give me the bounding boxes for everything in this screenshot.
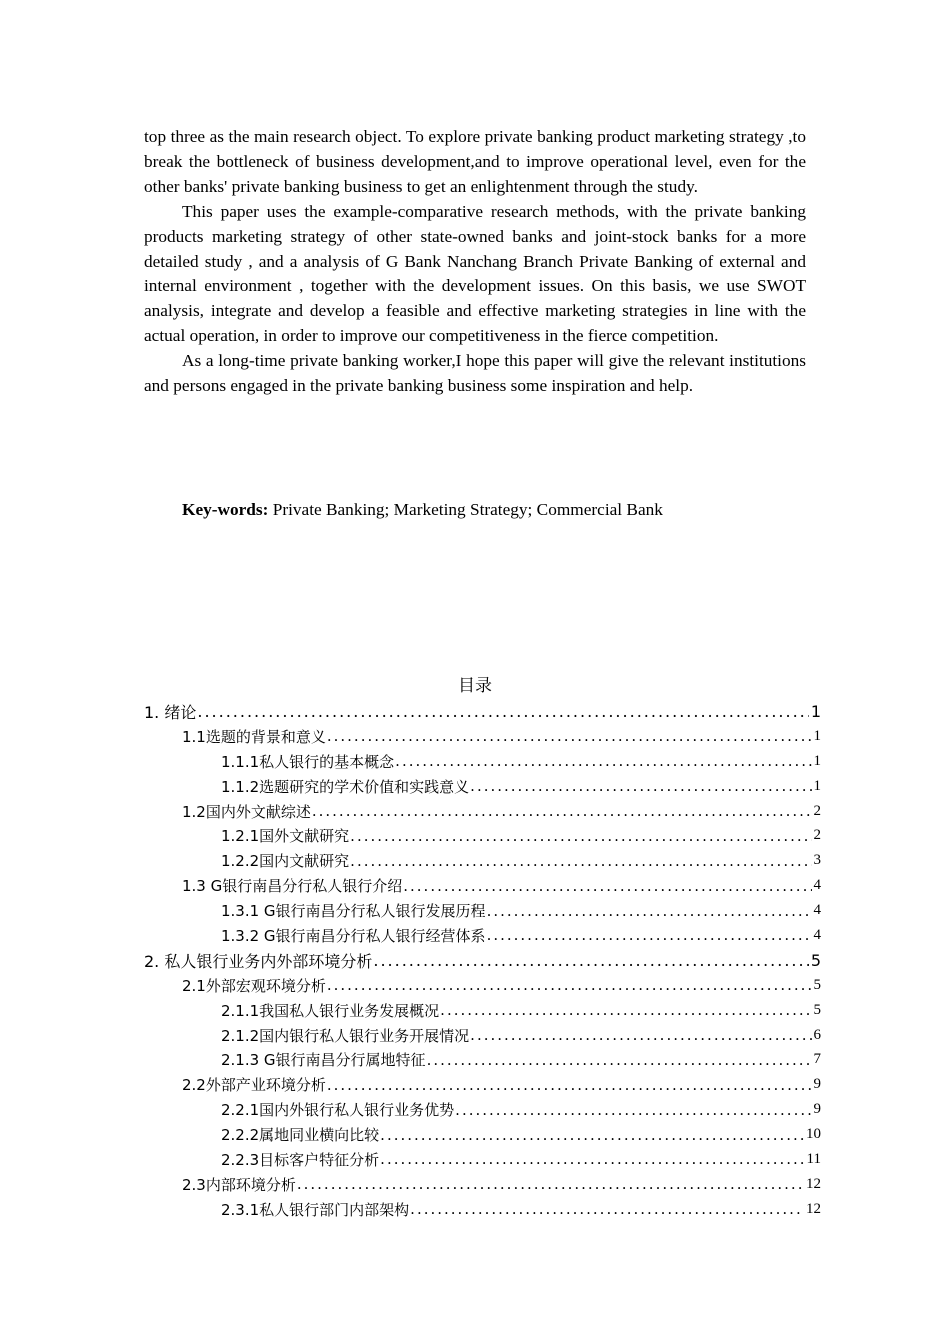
toc-leader-dots xyxy=(380,1126,804,1144)
toc-title: 目录 xyxy=(458,676,492,696)
toc-entry-label: 2.3内部环境分析 xyxy=(182,1175,296,1194)
toc-entry-label: 1.3.1 G银行南昌分行私人银行发展历程 xyxy=(221,902,486,921)
toc-leader-dots xyxy=(350,827,811,845)
toc-entry-label: 2.2.1国内外银行私人银行业务优势 xyxy=(221,1101,455,1120)
toc-entry[interactable] xyxy=(182,724,821,749)
toc-leader-dots xyxy=(297,1175,804,1193)
toc-entry-page: 1 xyxy=(813,752,821,769)
toc-entry-label: 2. 私人银行业务内外部环境分析 xyxy=(144,951,373,971)
toc-entry-label: 1. 绪论 xyxy=(144,702,197,722)
toc-entry-page: 6 xyxy=(813,1026,821,1043)
toc-entry[interactable] xyxy=(221,1197,821,1222)
toc-entry-page: 11 xyxy=(806,1150,821,1167)
toc-entry[interactable] xyxy=(182,1172,821,1197)
toc-entry-page: 4 xyxy=(813,877,821,894)
keywords-text: Private Banking; Marketing Strategy; Commercial Bank xyxy=(268,500,663,519)
toc-leader-dots xyxy=(312,802,812,820)
toc-entry-page: 5 xyxy=(813,1001,821,1018)
toc-entry[interactable] xyxy=(221,749,821,774)
toc-entry[interactable] xyxy=(221,898,821,923)
toc-entry-page: 9 xyxy=(813,1101,821,1118)
toc-entry-label: 2.2外部产业环境分析 xyxy=(182,1076,326,1095)
toc-entry-label: 1.3.2 G银行南昌分行私人银行经营体系 xyxy=(221,926,486,945)
toc-entry[interactable] xyxy=(221,1097,821,1122)
toc-leader-dots xyxy=(395,752,811,770)
toc-entry[interactable] xyxy=(221,1047,821,1072)
toc-entry-label: 2.1.1我国私人银行业务发展概况 xyxy=(221,1001,440,1020)
toc-entry-label: 1.1.1私人银行的基本概念 xyxy=(221,752,395,771)
abstract-text xyxy=(144,125,806,399)
toc-entry[interactable] xyxy=(221,774,821,799)
toc-entry-label: 2.2.3目标客户特征分析 xyxy=(221,1150,380,1169)
toc-leader-dots xyxy=(197,702,808,721)
toc-entry-page: 4 xyxy=(813,926,821,943)
toc-entry[interactable] xyxy=(221,1023,821,1048)
toc-entry-page: 1 xyxy=(813,777,821,794)
toc-entry[interactable] xyxy=(144,948,821,973)
toc-leader-dots xyxy=(327,727,812,745)
abstract-paragraph-1: top three as the main research object. To explore private banking product marketing strategy ,to break the bottleneck of business development,and to improve operational level, even for the other banks' private banking business to get an enlightenment through the study. xyxy=(144,127,806,196)
toc-entry-label: 2.1外部宏观环境分析 xyxy=(182,976,326,995)
toc-leader-dots xyxy=(427,1051,812,1069)
toc-entry-label: 1.2.2国内文献研究 xyxy=(221,852,350,871)
toc-entry-page: 3 xyxy=(813,852,821,869)
toc-entry[interactable] xyxy=(182,873,821,898)
toc-entry[interactable] xyxy=(221,848,821,873)
toc-leader-dots xyxy=(327,976,812,994)
toc-leader-dots xyxy=(373,951,808,970)
toc-leader-dots xyxy=(440,1001,811,1019)
toc-entry-page: 9 xyxy=(813,1076,821,1093)
toc-leader-dots xyxy=(410,1200,804,1218)
toc-leader-dots xyxy=(470,1026,811,1044)
toc-entry[interactable] xyxy=(221,923,821,948)
abstract-paragraph-3: As a long-time private banking worker,I hope this paper will give the relevant institutions and persons engaged in the private banking business some inspiration and help. xyxy=(144,351,806,396)
toc-entry-page: 2 xyxy=(813,802,821,819)
toc-entry-page: 12 xyxy=(806,1175,821,1192)
toc-entry[interactable] xyxy=(221,998,821,1023)
toc-leader-dots xyxy=(470,777,811,795)
toc-entry[interactable] xyxy=(182,1072,821,1097)
toc-leader-dots xyxy=(380,1150,804,1168)
toc-entry[interactable] xyxy=(221,1147,821,1172)
toc-entry-page: 2 xyxy=(813,827,821,844)
toc-entry-label: 1.2国内外文献综述 xyxy=(182,802,311,821)
toc-leader-dots xyxy=(403,877,811,895)
toc-entry[interactable] xyxy=(182,973,821,998)
table-of-contents xyxy=(0,699,950,1222)
toc-entry[interactable] xyxy=(221,1122,821,1147)
toc-entry-label: 2.1.3 G银行南昌分行属地特征 xyxy=(221,1051,426,1070)
toc-entry-label: 2.2.2属地同业横向比较 xyxy=(221,1126,380,1145)
toc-entry[interactable] xyxy=(221,823,821,848)
toc-leader-dots xyxy=(327,1076,812,1094)
toc-entry-page: 5 xyxy=(813,976,821,993)
toc-entry-page: 1 xyxy=(810,701,821,721)
toc-entry-label: 1.2.1国外文献研究 xyxy=(221,827,350,846)
keywords-label: Key-words: xyxy=(182,500,269,519)
toc-entry-page: 12 xyxy=(806,1200,821,1217)
toc-entry[interactable] xyxy=(182,799,821,824)
toc-entry-label: 2.1.2国内银行私人银行业务开展情况 xyxy=(221,1026,470,1045)
toc-entry-page: 4 xyxy=(813,902,821,919)
keywords-line xyxy=(182,498,822,523)
toc-entry-label: 2.3.1私人银行部门内部架构 xyxy=(221,1200,410,1219)
toc-leader-dots xyxy=(487,902,812,920)
abstract-paragraph-2: This paper uses the example-comparative research methods, with the private banking products marketing strategy of other state-owned banks and joint-stock banks for a more detailed study , and a analysis of G Bank Nanchang Branch Private Banking of external and internal environment , together with the development issues. On this basis, we use SWOT analysis, integrate and develop a feasible and effective marketing strategies in line with the actual operation, in order to improve our competitiveness in the fierce competition. xyxy=(144,201,806,346)
toc-entry-label: 1.1选题的背景和意义 xyxy=(182,727,326,746)
toc-entry[interactable] xyxy=(144,699,821,724)
toc-entry-page: 10 xyxy=(806,1126,821,1143)
toc-entry-label: 1.1.2选题研究的学术价值和实践意义 xyxy=(221,777,470,796)
toc-entry-page: 5 xyxy=(810,950,821,970)
toc-entry-label: 1.3 G银行南昌分行私人银行介绍 xyxy=(182,877,403,896)
toc-entry-page: 1 xyxy=(813,727,821,744)
toc-entry-page: 7 xyxy=(813,1051,821,1068)
toc-leader-dots xyxy=(455,1101,811,1119)
toc-leader-dots xyxy=(487,926,812,944)
toc-leader-dots xyxy=(350,852,811,870)
